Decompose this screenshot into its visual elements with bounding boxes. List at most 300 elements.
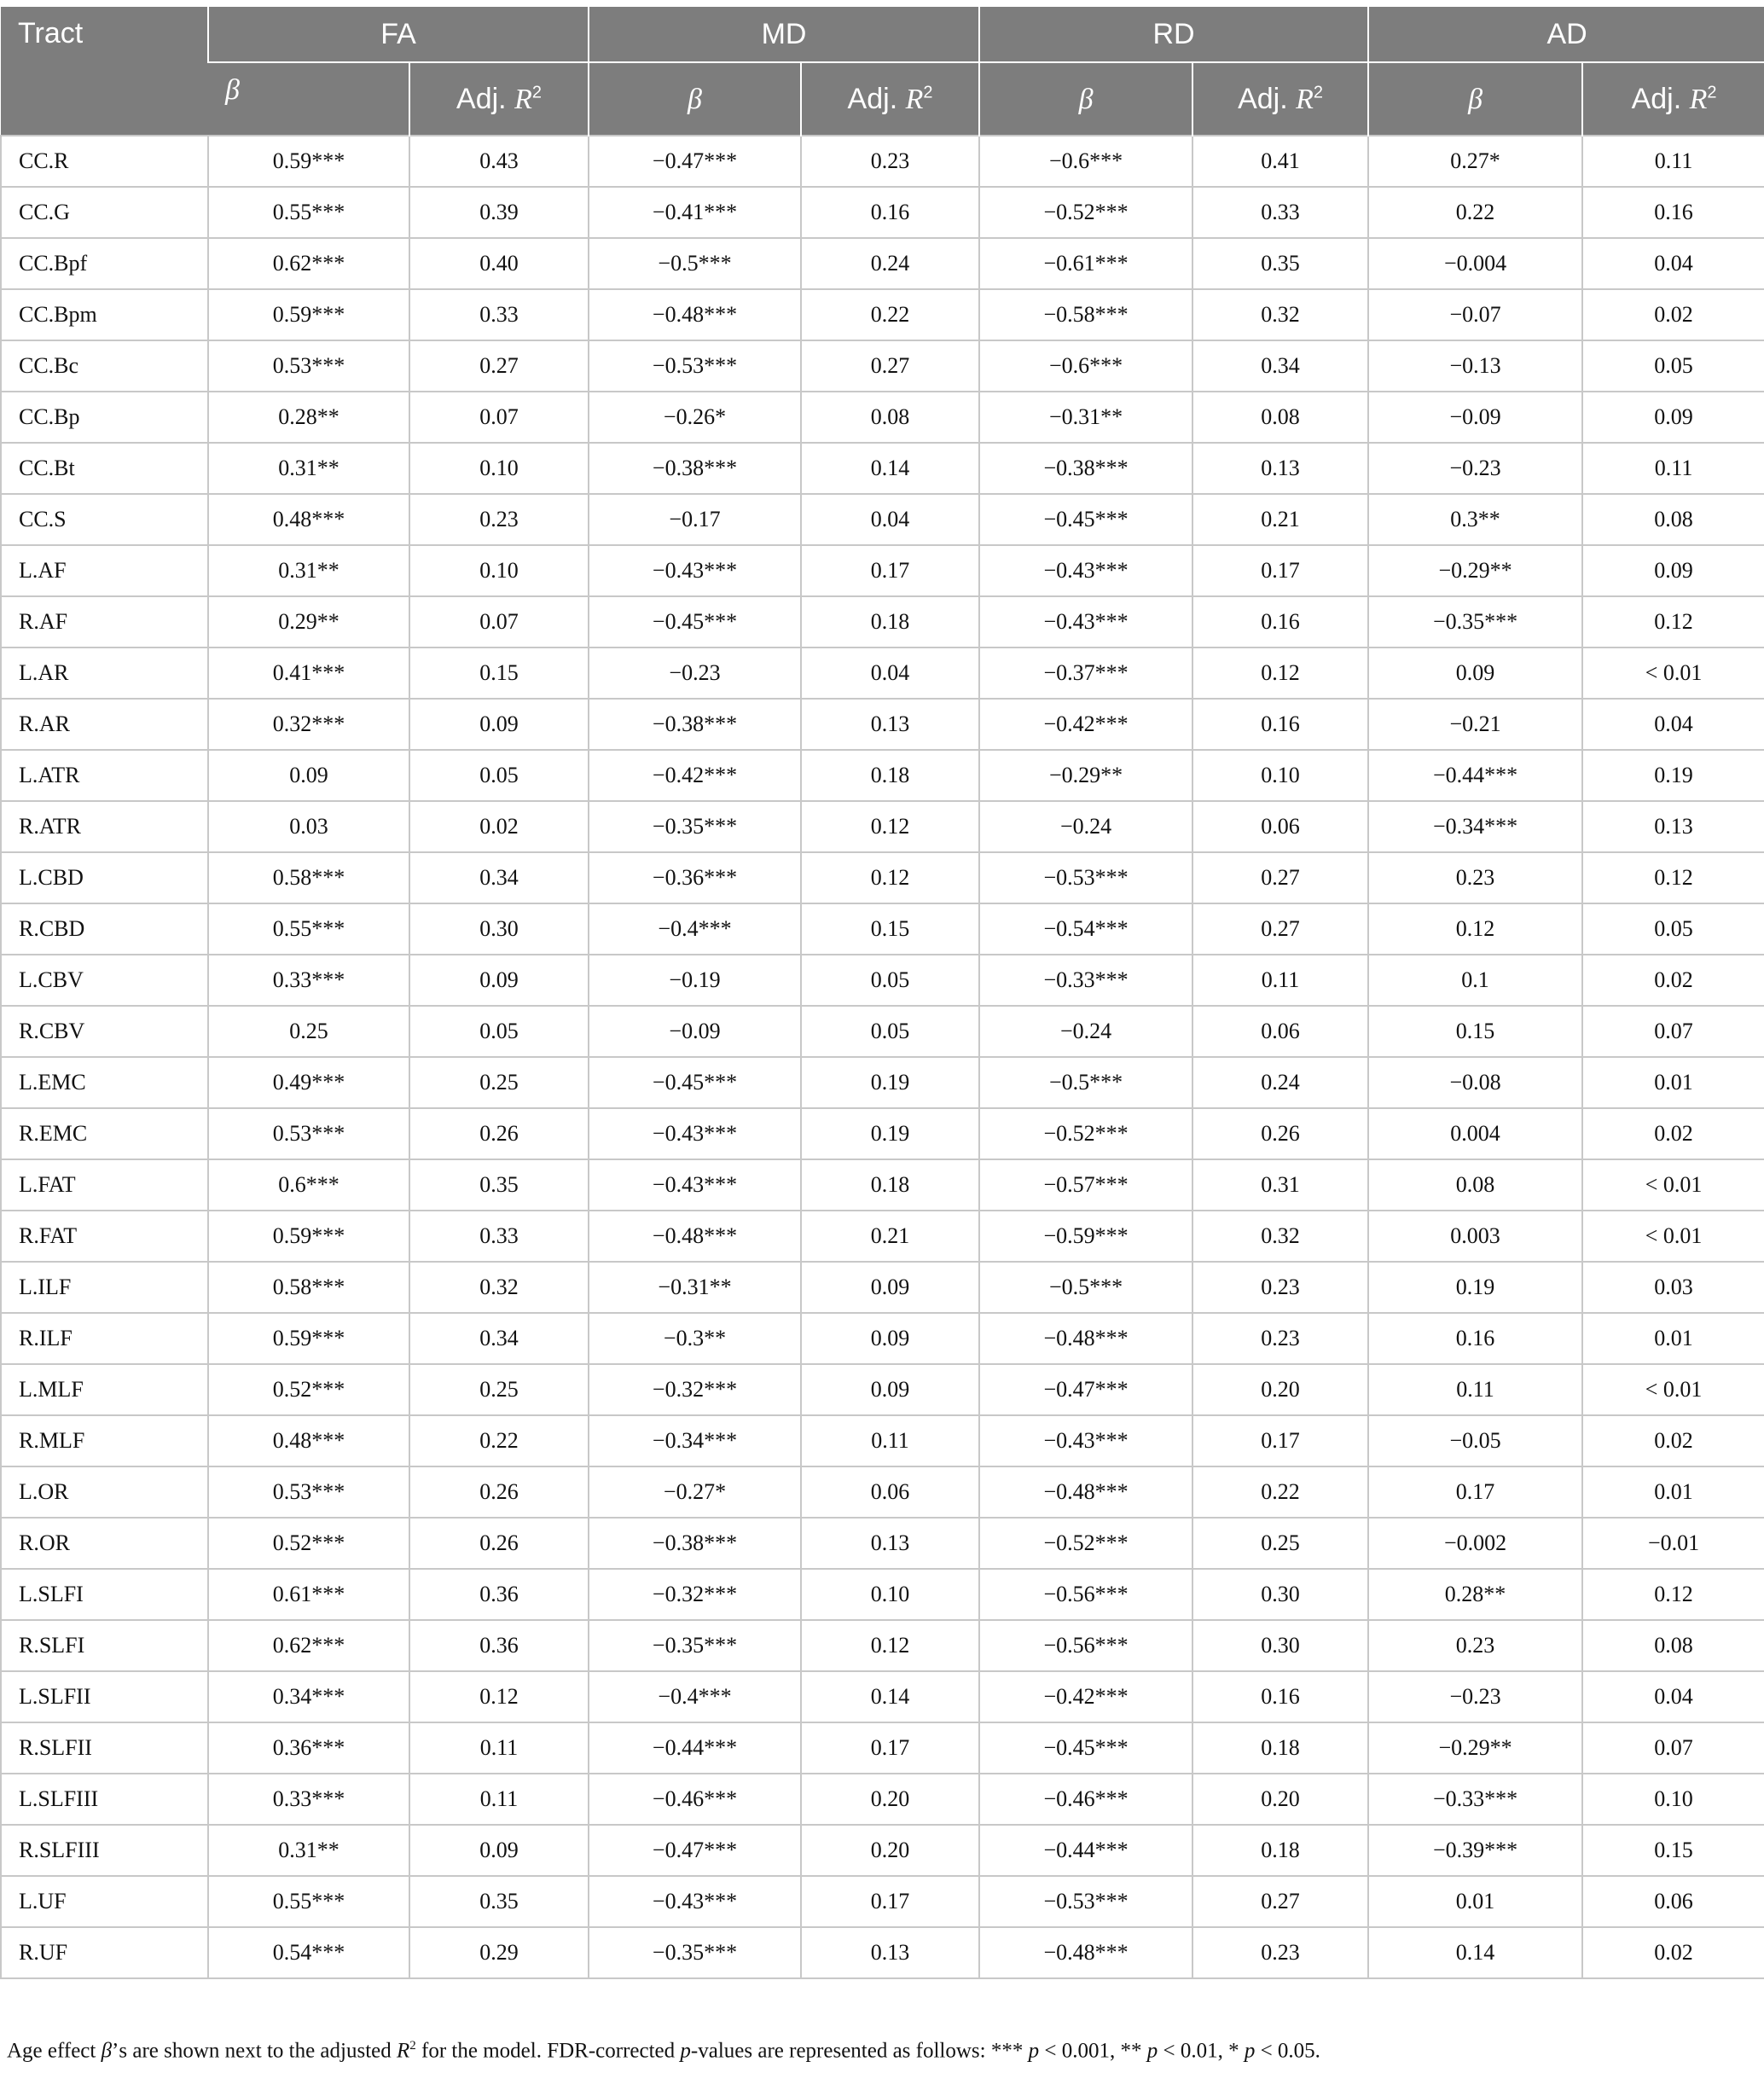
cell-md-adjr2: 0.05 bbox=[801, 955, 979, 1006]
r-superscript: 2 bbox=[1707, 83, 1717, 102]
cell-fa-beta: 0.32*** bbox=[208, 699, 409, 750]
cell-fa-adjr2: 0.22 bbox=[409, 1415, 589, 1466]
table-row bbox=[1, 1006, 1764, 1057]
cell-tract: L.CBD bbox=[1, 852, 208, 903]
table-row bbox=[1, 955, 1764, 1006]
table-row bbox=[1, 392, 1764, 443]
table-row bbox=[1, 1057, 1764, 1108]
table-row bbox=[1, 1262, 1764, 1313]
cell-ad-beta: −0.21 bbox=[1368, 699, 1582, 750]
table-row bbox=[1, 1466, 1764, 1518]
cell-ad-adjr2: 0.07 bbox=[1582, 1722, 1764, 1774]
cell-rd-adjr2: 0.22 bbox=[1192, 1466, 1368, 1518]
cell-rd-adjr2: 0.24 bbox=[1192, 1057, 1368, 1108]
table-row bbox=[1, 1159, 1764, 1211]
cell-tract: L.AR bbox=[1, 648, 208, 699]
cell-rd-beta: −0.42*** bbox=[979, 699, 1192, 750]
cell-ad-adjr2: 0.12 bbox=[1582, 852, 1764, 903]
table-row bbox=[1, 1876, 1764, 1927]
cell-md-beta: −0.48*** bbox=[589, 1211, 801, 1262]
cell-fa-beta: 0.48*** bbox=[208, 1415, 409, 1466]
header-md-beta bbox=[589, 62, 801, 136]
header-group-rd: RD bbox=[979, 7, 1368, 62]
cell-ad-beta: 0.11 bbox=[1368, 1364, 1582, 1415]
cell-tract: R.FAT bbox=[1, 1211, 208, 1262]
cell-md-adjr2: 0.13 bbox=[801, 1518, 979, 1569]
cell-fa-adjr2: 0.35 bbox=[409, 1876, 589, 1927]
cell-ad-adjr2: 0.04 bbox=[1582, 238, 1764, 289]
cell-md-adjr2: 0.17 bbox=[801, 1722, 979, 1774]
adj-label: Adj. bbox=[1238, 82, 1288, 115]
table-row bbox=[1, 187, 1764, 238]
cell-fa-beta: 0.25 bbox=[208, 1006, 409, 1057]
cell-fa-beta: 0.36*** bbox=[208, 1722, 409, 1774]
cell-tract: L.AF bbox=[1, 545, 208, 596]
footnote-text: for the model. FDR-corrected bbox=[415, 2039, 681, 2063]
table-row bbox=[1, 699, 1764, 750]
cell-md-adjr2: 0.04 bbox=[801, 648, 979, 699]
r-superscript: 2 bbox=[531, 83, 542, 102]
header-group-ad: AD bbox=[1368, 7, 1764, 62]
r-superscript: 2 bbox=[923, 83, 933, 102]
footnote-text: < 0.01, * bbox=[1158, 2039, 1245, 2063]
cell-rd-beta: −0.59*** bbox=[979, 1211, 1192, 1262]
cell-fa-adjr2: 0.09 bbox=[409, 699, 589, 750]
cell-rd-adjr2: 0.16 bbox=[1192, 1671, 1368, 1722]
cell-md-beta: −0.26* bbox=[589, 392, 801, 443]
cell-md-adjr2: 0.04 bbox=[801, 494, 979, 545]
table-row bbox=[1, 545, 1764, 596]
adj-label: Adj. bbox=[847, 82, 898, 115]
cell-md-beta: −0.09 bbox=[589, 1006, 801, 1057]
cell-fa-beta: 0.53*** bbox=[208, 340, 409, 392]
cell-rd-beta: −0.58*** bbox=[979, 289, 1192, 340]
cell-tract: R.ILF bbox=[1, 1313, 208, 1364]
cell-fa-beta: 0.31** bbox=[208, 1825, 409, 1876]
r-superscript: 2 bbox=[1313, 83, 1324, 102]
cell-fa-beta: 0.59*** bbox=[208, 289, 409, 340]
cell-tract: L.FAT bbox=[1, 1159, 208, 1211]
cell-md-adjr2: 0.06 bbox=[801, 1466, 979, 1518]
cell-rd-beta: −0.43*** bbox=[979, 596, 1192, 648]
cell-rd-adjr2: 0.20 bbox=[1192, 1774, 1368, 1825]
cell-rd-beta: −0.29** bbox=[979, 750, 1192, 801]
cell-md-adjr2: 0.22 bbox=[801, 289, 979, 340]
cell-ad-adjr2: 0.05 bbox=[1582, 340, 1764, 392]
cell-md-adjr2: 0.05 bbox=[801, 1006, 979, 1057]
cell-rd-beta: −0.37*** bbox=[979, 648, 1192, 699]
footnote-r: R bbox=[397, 2039, 410, 2063]
cell-tract: L.EMC bbox=[1, 1057, 208, 1108]
cell-rd-beta: −0.6*** bbox=[979, 340, 1192, 392]
cell-tract: L.ATR bbox=[1, 750, 208, 801]
table-row bbox=[1, 238, 1764, 289]
cell-ad-adjr2: 0.11 bbox=[1582, 136, 1764, 187]
cell-md-adjr2: 0.17 bbox=[801, 1876, 979, 1927]
cell-ad-beta: 0.27* bbox=[1368, 136, 1582, 187]
cell-rd-adjr2: 0.16 bbox=[1192, 596, 1368, 648]
cell-ad-beta: −0.35*** bbox=[1368, 596, 1582, 648]
cell-rd-adjr2: 0.35 bbox=[1192, 238, 1368, 289]
cell-rd-adjr2: 0.13 bbox=[1192, 443, 1368, 494]
cell-ad-adjr2: 0.15 bbox=[1582, 1825, 1764, 1876]
cell-md-beta: −0.43*** bbox=[589, 1876, 801, 1927]
cell-md-adjr2: 0.10 bbox=[801, 1569, 979, 1620]
cell-fa-beta: 0.59*** bbox=[208, 1313, 409, 1364]
cell-rd-adjr2: 0.27 bbox=[1192, 903, 1368, 955]
cell-fa-adjr2: 0.10 bbox=[409, 443, 589, 494]
table-row bbox=[1, 494, 1764, 545]
cell-tract: L.SLFI bbox=[1, 1569, 208, 1620]
r-label: R bbox=[1689, 83, 1708, 115]
cell-ad-beta: −0.07 bbox=[1368, 289, 1582, 340]
table-row bbox=[1, 136, 1764, 187]
cell-md-beta: −0.17 bbox=[589, 494, 801, 545]
footnote-text: -values are represented as follows: *** bbox=[690, 2039, 1029, 2063]
cell-rd-adjr2: 0.27 bbox=[1192, 852, 1368, 903]
cell-fa-adjr2: 0.27 bbox=[409, 340, 589, 392]
cell-md-adjr2: 0.23 bbox=[801, 136, 979, 187]
cell-ad-beta: 0.23 bbox=[1368, 1620, 1582, 1671]
cell-rd-beta: −0.43*** bbox=[979, 1415, 1192, 1466]
cell-fa-adjr2: 0.32 bbox=[409, 1262, 589, 1313]
footnote-text: ’s are shown next to the adjusted bbox=[112, 2039, 397, 2063]
cell-ad-adjr2: 0.04 bbox=[1582, 699, 1764, 750]
beta-symbol: β bbox=[1078, 83, 1094, 115]
cell-rd-beta: −0.56*** bbox=[979, 1620, 1192, 1671]
footnote-text: < 0.001, ** bbox=[1039, 2039, 1147, 2063]
cell-md-beta: −0.41*** bbox=[589, 187, 801, 238]
cell-tract: R.SLFIII bbox=[1, 1825, 208, 1876]
cell-ad-beta: 0.01 bbox=[1368, 1876, 1582, 1927]
r-label: R bbox=[1296, 83, 1314, 115]
cell-md-adjr2: 0.12 bbox=[801, 1620, 979, 1671]
cell-ad-adjr2: < 0.01 bbox=[1582, 1211, 1764, 1262]
cell-md-beta: −0.4*** bbox=[589, 903, 801, 955]
cell-ad-beta: −0.05 bbox=[1368, 1415, 1582, 1466]
cell-rd-beta: −0.44*** bbox=[979, 1825, 1192, 1876]
footnote-p: p bbox=[1028, 2039, 1040, 2063]
results-table-container bbox=[0, 7, 1764, 1979]
cell-fa-beta: 0.33*** bbox=[208, 955, 409, 1006]
cell-md-beta: −0.4*** bbox=[589, 1671, 801, 1722]
cell-ad-beta: 0.22 bbox=[1368, 187, 1582, 238]
cell-tract: L.OR bbox=[1, 1466, 208, 1518]
cell-fa-adjr2: 0.12 bbox=[409, 1671, 589, 1722]
cell-md-beta: −0.35*** bbox=[589, 1927, 801, 1978]
cell-fa-adjr2: 0.25 bbox=[409, 1364, 589, 1415]
cell-ad-adjr2: 0.12 bbox=[1582, 1569, 1764, 1620]
cell-rd-beta: −0.56*** bbox=[979, 1569, 1192, 1620]
cell-md-adjr2: 0.14 bbox=[801, 443, 979, 494]
cell-rd-beta: −0.24 bbox=[979, 801, 1192, 852]
table-header bbox=[1, 7, 1764, 136]
cell-rd-adjr2: 0.30 bbox=[1192, 1569, 1368, 1620]
cell-ad-adjr2: 0.01 bbox=[1582, 1057, 1764, 1108]
cell-fa-beta: 0.31** bbox=[208, 545, 409, 596]
cell-tract: CC.S bbox=[1, 494, 208, 545]
cell-tract: R.SLFII bbox=[1, 1722, 208, 1774]
cell-ad-beta: −0.13 bbox=[1368, 340, 1582, 392]
cell-ad-adjr2: 0.02 bbox=[1582, 1415, 1764, 1466]
cell-md-beta: −0.5*** bbox=[589, 238, 801, 289]
table-row bbox=[1, 340, 1764, 392]
cell-tract: R.MLF bbox=[1, 1415, 208, 1466]
cell-fa-adjr2: 0.15 bbox=[409, 648, 589, 699]
cell-rd-adjr2: 0.17 bbox=[1192, 545, 1368, 596]
adj-label: Adj. bbox=[456, 82, 507, 115]
results-table bbox=[0, 7, 1764, 1979]
cell-tract: CC.R bbox=[1, 136, 208, 187]
cell-md-beta: −0.35*** bbox=[589, 1620, 801, 1671]
cell-fa-beta: 0.52*** bbox=[208, 1518, 409, 1569]
cell-fa-beta: 0.34*** bbox=[208, 1671, 409, 1722]
cell-tract: R.CBV bbox=[1, 1006, 208, 1057]
cell-md-beta: −0.42*** bbox=[589, 750, 801, 801]
cell-md-beta: −0.23 bbox=[589, 648, 801, 699]
cell-rd-adjr2: 0.30 bbox=[1192, 1620, 1368, 1671]
table-body bbox=[1, 136, 1764, 1978]
table-row bbox=[1, 903, 1764, 955]
cell-fa-adjr2: 0.26 bbox=[409, 1108, 589, 1159]
footnote-text: Age effect bbox=[7, 2039, 102, 2063]
cell-md-adjr2: 0.19 bbox=[801, 1108, 979, 1159]
cell-md-adjr2: 0.16 bbox=[801, 187, 979, 238]
cell-ad-beta: 0.1 bbox=[1368, 955, 1582, 1006]
cell-fa-adjr2: 0.02 bbox=[409, 801, 589, 852]
cell-md-beta: −0.43*** bbox=[589, 1108, 801, 1159]
cell-rd-beta: −0.52*** bbox=[979, 1108, 1192, 1159]
cell-md-beta: −0.3** bbox=[589, 1313, 801, 1364]
table-row bbox=[1, 596, 1764, 648]
cell-ad-beta: 0.17 bbox=[1368, 1466, 1582, 1518]
table-row bbox=[1, 801, 1764, 852]
table-footnote bbox=[7, 2039, 1755, 2063]
cell-md-adjr2: 0.12 bbox=[801, 852, 979, 903]
cell-tract: R.ATR bbox=[1, 801, 208, 852]
footnote-beta: β bbox=[101, 2039, 113, 2063]
cell-fa-beta: 0.53*** bbox=[208, 1108, 409, 1159]
table-row bbox=[1, 1108, 1764, 1159]
cell-fa-adjr2: 0.11 bbox=[409, 1722, 589, 1774]
cell-rd-adjr2: 0.08 bbox=[1192, 392, 1368, 443]
cell-ad-adjr2: 0.11 bbox=[1582, 443, 1764, 494]
cell-fa-beta: 0.62*** bbox=[208, 1620, 409, 1671]
cell-ad-adjr2: 0.08 bbox=[1582, 1620, 1764, 1671]
cell-fa-beta: 0.62*** bbox=[208, 238, 409, 289]
cell-tract: CC.Bpf bbox=[1, 238, 208, 289]
cell-ad-beta: 0.003 bbox=[1368, 1211, 1582, 1262]
cell-ad-adjr2: 0.16 bbox=[1582, 187, 1764, 238]
cell-md-adjr2: 0.11 bbox=[801, 1415, 979, 1466]
cell-ad-beta: 0.15 bbox=[1368, 1006, 1582, 1057]
table-row bbox=[1, 1774, 1764, 1825]
cell-ad-adjr2: −0.01 bbox=[1582, 1518, 1764, 1569]
cell-fa-beta: 0.52*** bbox=[208, 1364, 409, 1415]
header-md-adjr2 bbox=[801, 62, 979, 136]
cell-tract: L.CBV bbox=[1, 955, 208, 1006]
cell-ad-beta: 0.28** bbox=[1368, 1569, 1582, 1620]
cell-fa-adjr2: 0.36 bbox=[409, 1620, 589, 1671]
cell-ad-beta: −0.34*** bbox=[1368, 801, 1582, 852]
cell-md-adjr2: 0.18 bbox=[801, 750, 979, 801]
cell-md-beta: −0.47*** bbox=[589, 136, 801, 187]
table-row bbox=[1, 1364, 1764, 1415]
cell-md-adjr2: 0.12 bbox=[801, 801, 979, 852]
cell-fa-beta: 0.55*** bbox=[208, 903, 409, 955]
cell-rd-adjr2: 0.25 bbox=[1192, 1518, 1368, 1569]
cell-md-beta: −0.47*** bbox=[589, 1825, 801, 1876]
cell-ad-beta: −0.004 bbox=[1368, 238, 1582, 289]
cell-md-adjr2: 0.17 bbox=[801, 545, 979, 596]
cell-rd-adjr2: 0.06 bbox=[1192, 1006, 1368, 1057]
cell-fa-beta: 0.33*** bbox=[208, 1774, 409, 1825]
table-row bbox=[1, 750, 1764, 801]
cell-rd-beta: −0.38*** bbox=[979, 443, 1192, 494]
cell-tract: CC.Bp bbox=[1, 392, 208, 443]
cell-md-beta: −0.32*** bbox=[589, 1569, 801, 1620]
cell-ad-beta: 0.19 bbox=[1368, 1262, 1582, 1313]
cell-fa-beta: 0.58*** bbox=[208, 1262, 409, 1313]
cell-ad-adjr2: 0.02 bbox=[1582, 289, 1764, 340]
cell-fa-adjr2: 0.26 bbox=[409, 1518, 589, 1569]
cell-md-adjr2: 0.13 bbox=[801, 1927, 979, 1978]
cell-ad-beta: 0.09 bbox=[1368, 648, 1582, 699]
cell-fa-beta: 0.55*** bbox=[208, 187, 409, 238]
cell-tract: L.SLFIII bbox=[1, 1774, 208, 1825]
cell-rd-adjr2: 0.16 bbox=[1192, 699, 1368, 750]
cell-ad-adjr2: 0.01 bbox=[1582, 1313, 1764, 1364]
cell-md-beta: −0.34*** bbox=[589, 1415, 801, 1466]
cell-rd-adjr2: 0.23 bbox=[1192, 1313, 1368, 1364]
cell-ad-beta: −0.23 bbox=[1368, 1671, 1582, 1722]
cell-md-adjr2: 0.14 bbox=[801, 1671, 979, 1722]
cell-rd-beta: −0.5*** bbox=[979, 1057, 1192, 1108]
cell-rd-beta: −0.54*** bbox=[979, 903, 1192, 955]
cell-fa-adjr2: 0.05 bbox=[409, 1006, 589, 1057]
header-fa-adjr2 bbox=[409, 62, 589, 136]
cell-tract: L.ILF bbox=[1, 1262, 208, 1313]
cell-fa-adjr2: 0.43 bbox=[409, 136, 589, 187]
cell-ad-beta: 0.08 bbox=[1368, 1159, 1582, 1211]
cell-md-beta: −0.53*** bbox=[589, 340, 801, 392]
table-row bbox=[1, 1825, 1764, 1876]
cell-rd-adjr2: 0.26 bbox=[1192, 1108, 1368, 1159]
cell-rd-beta: −0.61*** bbox=[979, 238, 1192, 289]
table-row bbox=[1, 1722, 1764, 1774]
cell-ad-adjr2: 0.10 bbox=[1582, 1774, 1764, 1825]
cell-md-beta: −0.19 bbox=[589, 955, 801, 1006]
cell-md-adjr2: 0.19 bbox=[801, 1057, 979, 1108]
cell-rd-adjr2: 0.06 bbox=[1192, 801, 1368, 852]
adj-label: Adj. bbox=[1631, 82, 1682, 115]
cell-ad-adjr2: < 0.01 bbox=[1582, 1364, 1764, 1415]
footnote-p: p bbox=[1146, 2039, 1158, 2063]
cell-ad-adjr2: 0.06 bbox=[1582, 1876, 1764, 1927]
cell-fa-adjr2: 0.39 bbox=[409, 187, 589, 238]
cell-fa-beta: 0.61*** bbox=[208, 1569, 409, 1620]
cell-rd-adjr2: 0.32 bbox=[1192, 289, 1368, 340]
cell-ad-beta: 0.16 bbox=[1368, 1313, 1582, 1364]
cell-md-beta: −0.27* bbox=[589, 1466, 801, 1518]
cell-rd-adjr2: 0.11 bbox=[1192, 955, 1368, 1006]
cell-fa-beta: 0.6*** bbox=[208, 1159, 409, 1211]
cell-md-beta: −0.38*** bbox=[589, 1518, 801, 1569]
cell-tract: R.SLFI bbox=[1, 1620, 208, 1671]
cell-fa-adjr2: 0.25 bbox=[409, 1057, 589, 1108]
cell-md-beta: −0.44*** bbox=[589, 1722, 801, 1774]
cell-tract: CC.Bc bbox=[1, 340, 208, 392]
cell-rd-adjr2: 0.27 bbox=[1192, 1876, 1368, 1927]
table-row bbox=[1, 1211, 1764, 1262]
cell-ad-adjr2: 0.03 bbox=[1582, 1262, 1764, 1313]
cell-tract: R.EMC bbox=[1, 1108, 208, 1159]
cell-rd-adjr2: 0.31 bbox=[1192, 1159, 1368, 1211]
cell-ad-beta: −0.33*** bbox=[1368, 1774, 1582, 1825]
cell-tract: L.MLF bbox=[1, 1364, 208, 1415]
cell-md-adjr2: 0.18 bbox=[801, 1159, 979, 1211]
cell-md-adjr2: 0.09 bbox=[801, 1364, 979, 1415]
cell-fa-adjr2: 0.26 bbox=[409, 1466, 589, 1518]
cell-fa-beta: 0.53*** bbox=[208, 1466, 409, 1518]
cell-rd-adjr2: 0.34 bbox=[1192, 340, 1368, 392]
table-row bbox=[1, 648, 1764, 699]
cell-fa-adjr2: 0.11 bbox=[409, 1774, 589, 1825]
cell-rd-adjr2: 0.18 bbox=[1192, 1722, 1368, 1774]
cell-tract: R.OR bbox=[1, 1518, 208, 1569]
cell-md-beta: −0.38*** bbox=[589, 443, 801, 494]
cell-rd-beta: −0.42*** bbox=[979, 1671, 1192, 1722]
cell-rd-beta: −0.52*** bbox=[979, 187, 1192, 238]
cell-rd-beta: −0.24 bbox=[979, 1006, 1192, 1057]
cell-rd-beta: −0.45*** bbox=[979, 1722, 1192, 1774]
cell-ad-adjr2: 0.02 bbox=[1582, 1108, 1764, 1159]
cell-ad-beta: −0.29** bbox=[1368, 545, 1582, 596]
cell-fa-beta: 0.29** bbox=[208, 596, 409, 648]
header-row-subcolumns bbox=[1, 62, 1764, 136]
cell-fa-adjr2: 0.05 bbox=[409, 750, 589, 801]
header-row-groups bbox=[1, 7, 1764, 62]
cell-md-adjr2: 0.20 bbox=[801, 1825, 979, 1876]
cell-ad-beta: −0.23 bbox=[1368, 443, 1582, 494]
cell-ad-adjr2: 0.05 bbox=[1582, 903, 1764, 955]
cell-rd-adjr2: 0.41 bbox=[1192, 136, 1368, 187]
cell-rd-adjr2: 0.32 bbox=[1192, 1211, 1368, 1262]
cell-ad-adjr2: 0.13 bbox=[1582, 801, 1764, 852]
cell-tract: L.SLFII bbox=[1, 1671, 208, 1722]
cell-fa-adjr2: 0.09 bbox=[409, 955, 589, 1006]
cell-ad-beta: 0.12 bbox=[1368, 903, 1582, 955]
cell-ad-adjr2: 0.08 bbox=[1582, 494, 1764, 545]
cell-rd-adjr2: 0.20 bbox=[1192, 1364, 1368, 1415]
cell-ad-adjr2: 0.09 bbox=[1582, 545, 1764, 596]
cell-ad-beta: 0.3** bbox=[1368, 494, 1582, 545]
cell-fa-beta: 0.58*** bbox=[208, 852, 409, 903]
cell-rd-adjr2: 0.10 bbox=[1192, 750, 1368, 801]
cell-fa-beta: 0.59*** bbox=[208, 1211, 409, 1262]
cell-md-beta: −0.45*** bbox=[589, 1057, 801, 1108]
header-rd-beta bbox=[979, 62, 1192, 136]
cell-md-adjr2: 0.15 bbox=[801, 903, 979, 955]
table-row bbox=[1, 289, 1764, 340]
cell-rd-beta: −0.33*** bbox=[979, 955, 1192, 1006]
cell-fa-beta: 0.41*** bbox=[208, 648, 409, 699]
cell-md-adjr2: 0.27 bbox=[801, 340, 979, 392]
table-row bbox=[1, 1518, 1764, 1569]
beta-symbol: β bbox=[688, 83, 702, 115]
cell-ad-beta: −0.44*** bbox=[1368, 750, 1582, 801]
table-row bbox=[1, 1671, 1764, 1722]
